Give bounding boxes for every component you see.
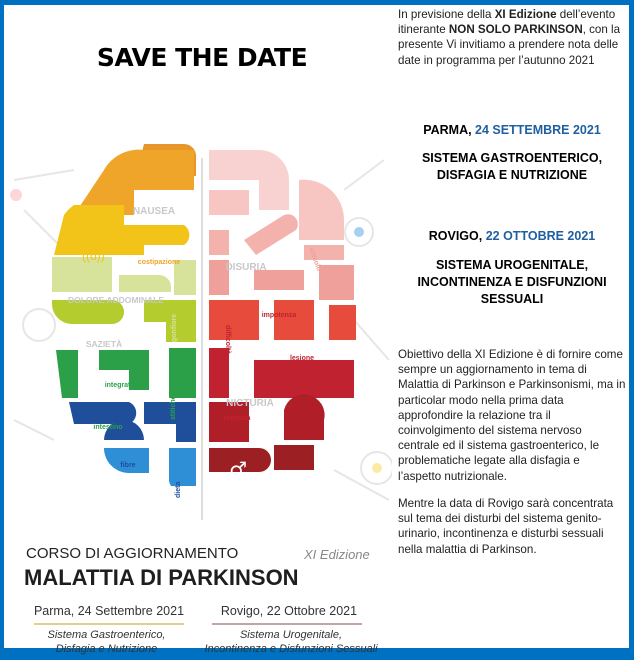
poster-parma-topic xyxy=(19,628,194,656)
edition-label: XI Edizione xyxy=(304,547,370,562)
poster-rovigo-topic xyxy=(196,628,386,656)
topic-line: Sistema Gastroenterico, xyxy=(47,629,166,641)
text: dell’evento itinerante xyxy=(398,8,616,37)
page-title: SAVE THE DATE xyxy=(96,43,308,72)
event1-heading xyxy=(398,122,626,139)
edition-emphasis: XI Edizione xyxy=(494,8,557,21)
poster-parma-date: Parma, 24 Settembre 2021 xyxy=(33,604,185,618)
label-integratori: integratori xyxy=(104,382,140,389)
event1-city: PARMA, xyxy=(423,123,476,137)
objective-paragraph: Obiettivo della XI Edizione è di fornire come sempre un aggiornamento in tema di Malattia di Parkinson e Parkinsonismi, ma in particolar modo nella prima data approfondire la relazione tra il coinvolgimento del sistema nervoso centrale ed il sistema gastroenterico, le problematiche legate alla disfagia e l’aspetto nutrizionale. xyxy=(398,348,626,483)
label-stitichezza: stitichezza xyxy=(170,384,177,420)
gender-symbol-icon: ⚥ xyxy=(229,463,248,485)
poster-rovigo-date: Rovigo, 22 Ottobre 2021 xyxy=(220,604,358,618)
label-nausea: NAUSEA xyxy=(132,206,176,217)
divider xyxy=(212,623,362,625)
course-label: CORSO DI AGGIORNAMENTO xyxy=(26,545,239,562)
event2-heading xyxy=(398,228,626,245)
label-difficolta: difficoltà xyxy=(224,325,231,355)
label-impotenza: impotenza xyxy=(261,312,297,319)
divider xyxy=(34,623,184,625)
event2-city: ROVIGO, xyxy=(428,229,486,243)
label-gonfiore: gonfiore xyxy=(171,314,178,342)
topic-line: Disfagia e Nutrizione xyxy=(55,643,158,655)
course-title: MALATTIA DI PARKINSON xyxy=(24,565,299,590)
event1-topic: SISTEMA GASTROENTERICO, DISFAGIA E NUTRIZIONE xyxy=(421,151,603,182)
label-nicturia: NICTURIA xyxy=(226,398,274,409)
text: , con la presente Vi invitiamo a prendere nota delle date in programma per l’autunno 2021 xyxy=(398,23,621,67)
label-dolore-addominale: DOLORE ADDOMINALE xyxy=(67,295,165,305)
event1-date: 24 SETTEMBRE 2021 xyxy=(475,123,601,137)
label-disuria: DISURIA xyxy=(225,262,267,273)
right-hemisphere xyxy=(209,150,356,472)
label-lesione: lesione xyxy=(289,355,315,362)
brain-illustration xyxy=(4,120,392,540)
save-the-date-flyer xyxy=(4,5,629,655)
label-stimolo: stimolo xyxy=(307,246,323,273)
text: In previsione della xyxy=(398,8,495,21)
label-sazieta: SAZIETÀ xyxy=(85,339,123,349)
label-costipazione: costipazione xyxy=(137,259,181,266)
event2-topic: SISTEMA UROGENITALE, INCONTINENZA E DISFUNZIONI SESSUALI xyxy=(417,258,607,306)
signal-icon: ((o)) xyxy=(82,249,105,263)
label-dieta: dieta xyxy=(175,481,182,498)
label-intestino: intestino xyxy=(93,424,123,431)
rovigo-paragraph: Mentre la data di Rovigo sarà concentrata sul tema dei disturbi del sistema genito-urinario, incontinenza e disturbi sessuali nella malattia di Parkinson. xyxy=(398,497,614,556)
course-poster xyxy=(4,120,392,655)
topic-line: Incontinenza e Disfunzioni Sessuali xyxy=(204,643,378,655)
label-fibre: fibre xyxy=(120,462,136,469)
intro-paragraph xyxy=(398,7,628,68)
event-name: NON SOLO PARKINSON xyxy=(448,23,583,37)
label-urgenza: urgenza xyxy=(223,415,251,422)
topic-line: Sistema Urogenitale, xyxy=(239,629,343,641)
event2-date: 22 OTTOBRE 2021 xyxy=(485,229,596,243)
